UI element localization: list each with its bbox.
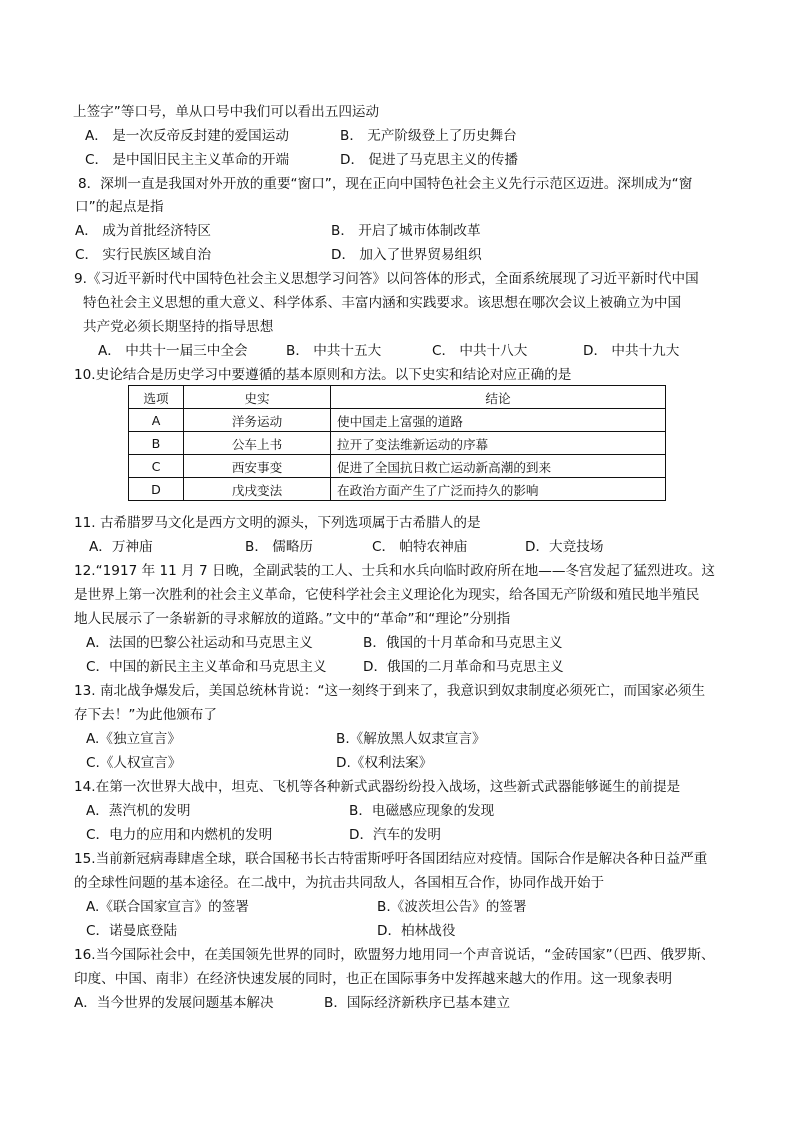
q8-option-c: C． 实行民族区域自治 — [75, 247, 212, 263]
q15-stem-line2: 的全球性问题的基本途径。在二战中，为抗击共同敌人，各国相互合作，协同作战开始于 — [74, 875, 605, 891]
q12-stem-line3: 地人民展示了一条崭新的寻求解放的道路。”文中的“革命”和“理论”分别指 — [74, 611, 511, 627]
q13-option-c: C.《人权宣言》 — [86, 755, 182, 771]
q16-stem-line2: 印度、中国、南非）在经济快速发展的同时，也正在国际事务中发挥越来越大的作用。这一现象表明 — [74, 971, 673, 987]
table-cell-conclusion: 使中国走上富强的道路 — [331, 409, 666, 432]
table-cell-fact: 洋务运动 — [184, 409, 331, 432]
q14-option-d: D．汽车的发明 — [349, 827, 442, 843]
q11-option-b: B． 儒略历 — [245, 539, 314, 555]
table-row — [129, 432, 666, 455]
q13-option-d: D.《权利法案》 — [336, 755, 433, 771]
q7-option-d: D． 促进了马克思主义的传播 — [340, 152, 518, 168]
q10-stem: 10.史论结合是历史学习中要遵循的基本原则和方法。以下史实和结论对应正确的是 — [74, 367, 572, 383]
q16-stem-line1: 16.当今国际社会中，在美国领先世界的同时，欧盟努力地用同一个声音说话，“金砖国家”（巴西、俄罗斯、 — [74, 947, 715, 963]
table-row — [129, 478, 666, 501]
table-cell-option: C — [129, 455, 184, 478]
q13-option-b: B.《解放黑人奴隶宣言》 — [336, 731, 486, 747]
q11-option-d: D．大竞技场 — [525, 539, 604, 555]
table-row — [129, 455, 666, 478]
q8-stem-line2: 口”的起点是指 — [75, 199, 164, 215]
q14-option-b: B．电磁感应现象的发现 — [349, 803, 495, 819]
q9-option-a: A． 中共十一届三中全会 — [98, 343, 248, 359]
q8-option-a: A． 成为首批经济特区 — [75, 223, 211, 239]
q9-stem-line1: 9.《习近平新时代中国特色社会主义思想学习问答》以问答体的形式，全面系统展现了习近平新时代中国 — [74, 271, 699, 287]
table-cell-conclusion: 促进了全国抗日救亡运动新高潮的到来 — [331, 455, 666, 478]
q16-option-b: B．国际经济新秩序已基本建立 — [324, 995, 511, 1011]
q12-option-a: A．法国的巴黎公社运动和马克思主义 — [86, 635, 313, 651]
q11-option-c: C． 帕特农神庙 — [372, 539, 468, 555]
q11-option-a: A．万神庙 — [89, 539, 153, 555]
q16-option-a: A．当今世界的发展问题基本解决 — [74, 995, 274, 1011]
q8-stem-line1: 8．深圳一直是我国对外开放的重要“窗口”，现在正向中国特色社会主义先行示范区迈进。深圳成为“窗 — [78, 176, 693, 192]
q15-option-a: A.《联合国家宣言》的签署 — [86, 899, 249, 915]
table-header-fact: 史实 — [184, 386, 331, 409]
q15-option-d: D．柏林战役 — [377, 923, 456, 939]
table-cell-option: D — [129, 478, 184, 501]
q15-option-b: B.《波茨坦公告》的签署 — [377, 899, 527, 915]
q12-option-d: D．俄国的二月革命和马克思主义 — [363, 659, 564, 675]
q14-stem: 14.在第一次世界大战中，坦克、飞机等各种新式武器纷纷投入战场，这些新式武器能够诞生的前提是 — [74, 779, 681, 795]
table-row — [129, 409, 666, 432]
table-header-option: 选项 — [129, 386, 184, 409]
table-header-conclusion: 结论 — [331, 386, 666, 409]
q14-option-c: C．电力的应用和内燃机的发明 — [86, 827, 273, 843]
q10-table — [128, 385, 666, 501]
q15-option-c: C．诺曼底登陆 — [86, 923, 178, 939]
q12-option-c: C．中国的新民主主义革命和马克思主义 — [86, 659, 327, 675]
q8-option-d: D． 加入了世界贸易组织 — [331, 247, 482, 263]
q13-stem-line2: 存下去！”为此他颁布了 — [74, 707, 217, 723]
q9-stem-line2: 特色社会主义思想的重大意义、科学体系、丰富内涵和实践要求。该思想在哪次会议上被确立为中国 — [83, 295, 682, 311]
q7-stem-tail: 上签字”等口号，单从口号中我们可以看出五四运动 — [73, 104, 380, 120]
q9-stem-line3: 共产党必须长期坚持的指导思想 — [83, 319, 274, 335]
q7-option-a: A． 是一次反帝反封建的爱国运动 — [85, 128, 289, 144]
table-cell-conclusion: 拉开了变法维新运动的序幕 — [331, 432, 666, 455]
q9-option-d: D． 中共十九大 — [583, 343, 680, 359]
q13-option-a: A.《独立宣言》 — [86, 731, 181, 747]
q8-option-b: B． 开启了城市体制改革 — [331, 223, 481, 239]
q12-stem-line1: 12.“1917 年 11 月 7 日晚，全副武装的工人、士兵和水兵向临时政府所在地——冬宫发起了猛烈进攻。这 — [74, 563, 715, 579]
q7-option-c: C． 是中国旧民主主义革命的开端 — [85, 152, 290, 168]
q15-stem-line1: 15.当前新冠病毒肆虐全球，联合国秘书长古特雷斯呼吁各国团结应对疫情。国际合作是解决各种日益严重 — [74, 851, 708, 867]
table-cell-fact: 公车上书 — [184, 432, 331, 455]
q12-option-b: B．俄国的十月革命和马克思主义 — [363, 635, 563, 651]
q9-option-c: C． 中共十八大 — [432, 343, 528, 359]
table-header-row — [129, 386, 666, 409]
q11-stem: 11. 古希腊罗马文化是西方文明的源头，下列选项属于古希腊人的是 — [74, 515, 481, 531]
q14-option-a: A．蒸汽机的发明 — [86, 803, 191, 819]
q13-stem-line1: 13. 南北战争爆发后，美国总统林肯说：“这一刻终于到来了，我意识到奴隶制度必须死亡，而国家必须生 — [74, 683, 706, 699]
q7-option-b: B． 无产阶级登上了历史舞台 — [340, 128, 517, 144]
table-cell-conclusion: 在政治方面产生了广泛而持久的影响 — [331, 478, 666, 501]
table-cell-option: A — [129, 409, 184, 432]
table-cell-fact: 戊戌变法 — [184, 478, 331, 501]
q12-stem-line2: 是世界上第一次胜利的社会主义革命，它使科学社会主义理论化为现实，给各国无产阶级和殖民地半殖民 — [74, 587, 700, 603]
table-cell-option: B — [129, 432, 184, 455]
q9-option-b: B． 中共十五大 — [286, 343, 382, 359]
table-cell-fact: 西安事变 — [184, 455, 331, 478]
